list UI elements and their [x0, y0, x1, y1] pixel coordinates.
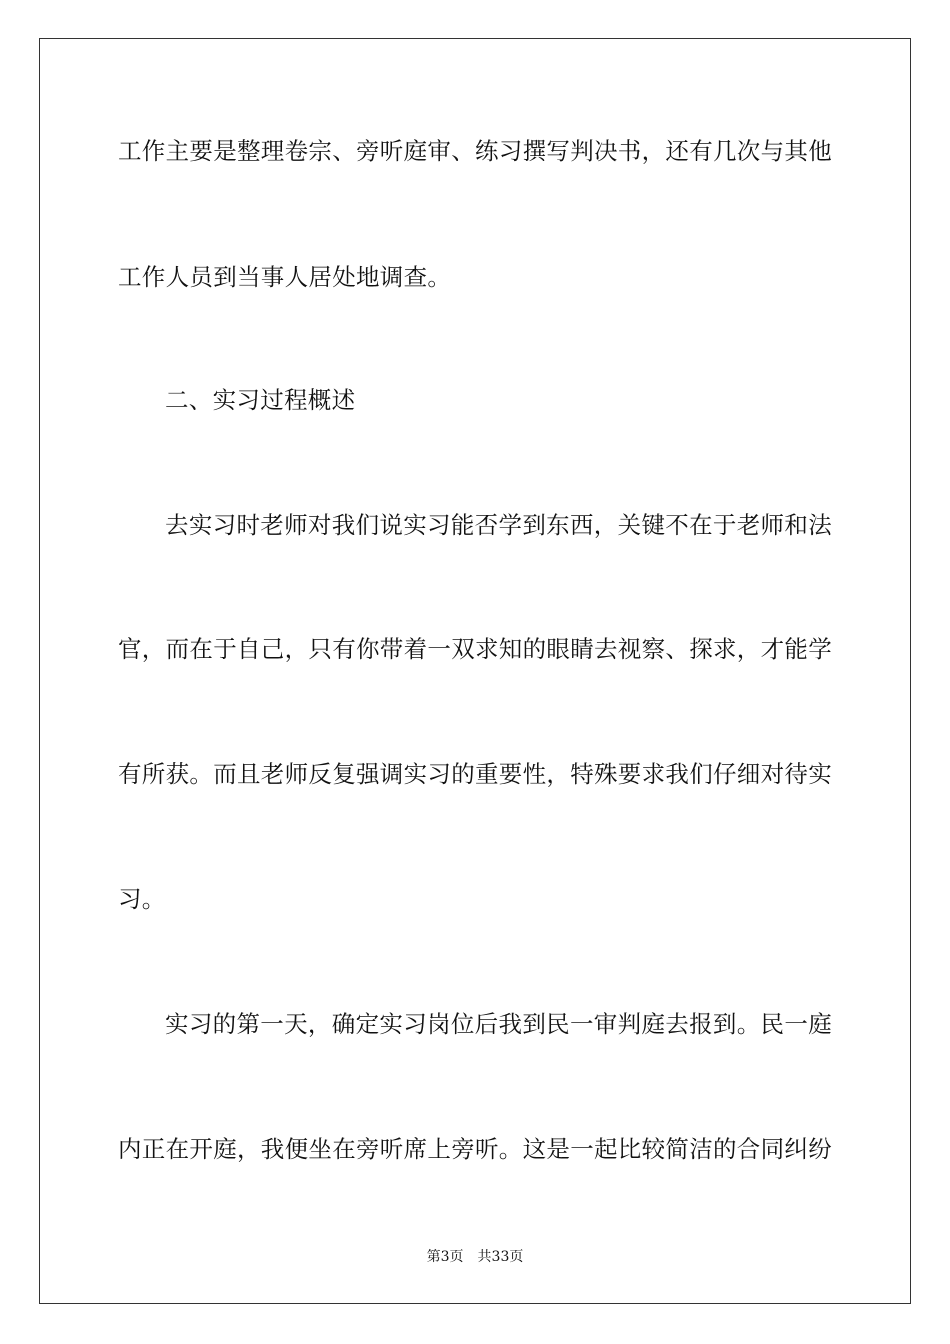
- body-line-7: 实习的第一天，确定实习岗位后我到民一审判庭去报到。民一庭: [165, 1010, 832, 1038]
- page-frame: [39, 38, 911, 1304]
- body-line-3: 去实习时老师对我们说实习能否学到东西，关键不在于老师和法: [165, 511, 832, 539]
- current-page-label: 第3页: [426, 1249, 464, 1265]
- body-line-1: 工作主要是整理卷宗、旁听庭审、练习撰写判决书，还有几次与其他: [118, 137, 832, 165]
- body-line-8: 内正在开庭，我便坐在旁听席上旁听。这是一起比较简洁的合同纠纷: [118, 1135, 832, 1163]
- section-heading: 二、实习过程概述: [165, 386, 356, 414]
- body-line-4: 官，而在于自己，只有你带着一双求知的眼睛去视察、探求，才能学: [118, 635, 832, 663]
- body-line-6: 习。: [118, 885, 166, 913]
- body-line-2: 工作人员到当事人居处地调查。: [118, 263, 452, 291]
- body-line-5: 有所获。而且老师反复强调实习的重要性，特殊要求我们仔细对待实: [118, 760, 832, 788]
- page-footer: [0, 1248, 950, 1266]
- total-pages-label: 共33页: [477, 1249, 524, 1265]
